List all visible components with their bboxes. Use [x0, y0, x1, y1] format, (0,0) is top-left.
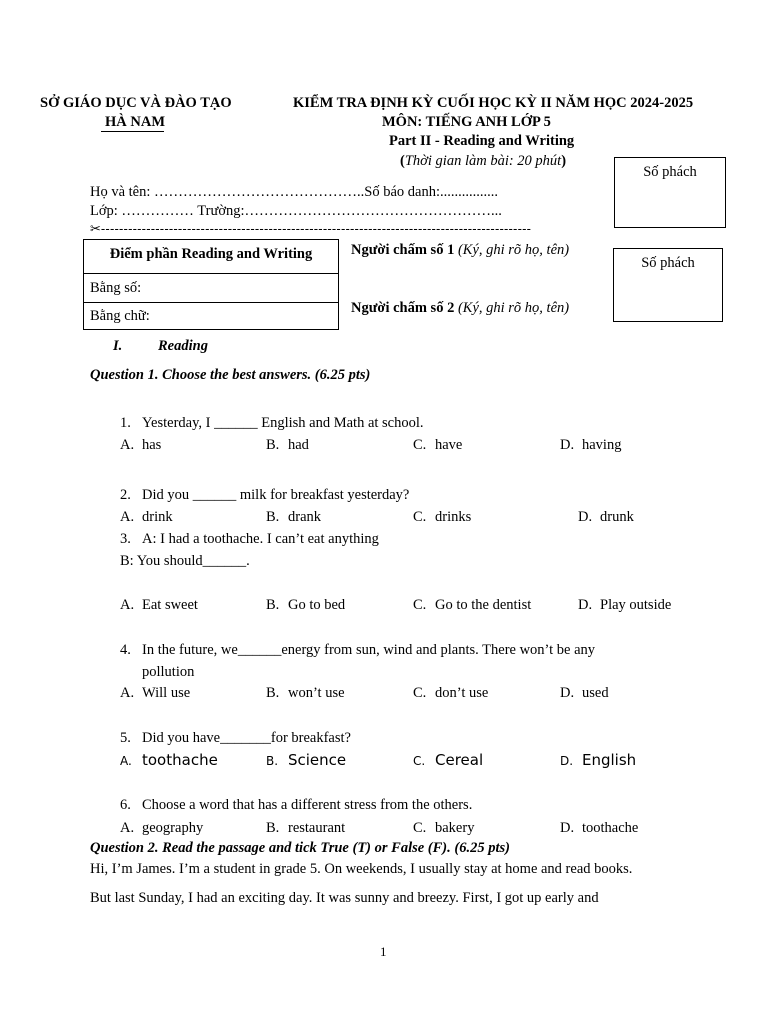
q1-item-3-option-b: B. Go to bed — [266, 597, 346, 613]
grader-2-note: (Ký, ghi rõ họ, tên) — [454, 300, 570, 316]
item-number: 6. — [120, 797, 131, 813]
exam-title: KIỂM TRA ĐỊNH KỲ CUỐI HỌC KỲ II NĂM HỌC 2024-2025 — [293, 95, 694, 111]
province-name: HÀ NAM — [105, 114, 166, 130]
q1-item-1-option-a: A. has — [120, 437, 162, 453]
item-text: Yesterday, I ______ English and Math at school. — [142, 415, 424, 431]
item-number: 1. — [120, 415, 131, 431]
q1-item-2-option-a: A. drink — [120, 509, 173, 525]
section-title: Reading — [158, 338, 208, 354]
q1-item-2 — [120, 487, 409, 504]
item-number: 2. — [120, 487, 131, 503]
department-name: SỞ GIÁO DỤC VÀ ĐÀO TẠO — [40, 95, 232, 111]
province-underline — [101, 131, 164, 132]
score-number-label: Bằng số: — [90, 280, 142, 296]
question-2-title: Question 2. Read the passage and tick True (T) or False (F). (6.25 pts) — [90, 840, 510, 856]
scissors-icon: ✂ — [90, 222, 101, 237]
time-open-paren: ( — [400, 153, 405, 169]
question-1-title: Question 1. Choose the best answers. (6.25 pts) — [90, 367, 371, 383]
q1-item-3-line-2: B: You should______. — [120, 553, 250, 569]
so-phach-box-2 — [613, 248, 723, 322]
q1-item-1-option-d: D. having — [560, 437, 622, 453]
item-number: 3. — [120, 531, 131, 547]
page-number: 1 — [380, 944, 387, 959]
q1-item-6-option-b: B. restaurant — [266, 820, 346, 836]
q1-item-5-option-a: A. toothache — [120, 751, 218, 769]
q1-item-4-option-b: B. won’t use — [266, 685, 345, 701]
q1-item-3-option-a: A. Eat sweet — [120, 597, 198, 613]
item-text: Did you ______ milk for breakfast yesterday? — [142, 487, 410, 503]
score-table — [83, 239, 339, 330]
student-class-line: Lớp: …………… Trường:……………………………………………... — [90, 203, 502, 219]
score-words-label: Bằng chữ: — [90, 308, 150, 324]
q1-item-2-option-d: D. drunk — [578, 509, 634, 525]
q1-item-4-option-a: A. Will use — [120, 685, 191, 701]
item-text: A: I had a toothache. I can’t eat anything — [142, 531, 379, 547]
q1-item-3-option-c: C. Go to the dentist — [413, 597, 532, 613]
q1-item-4-line-2: pollution — [142, 664, 195, 680]
q1-item-4 — [120, 642, 595, 659]
q1-item-2-option-b: B. drank — [266, 509, 322, 525]
score-table-divider-1 — [84, 273, 338, 274]
item-text: In the future, we______energy from sun, wind and plants. There won’t be any — [142, 642, 596, 658]
so-phach-label-2: Số phách — [641, 255, 695, 271]
cut-line — [90, 221, 531, 237]
q1-item-1-option-c: C. have — [413, 437, 463, 453]
q1-item-1-option-b: B. had — [266, 437, 309, 453]
q1-item-6-option-c: C. bakery — [413, 820, 475, 836]
q1-item-3-option-d: D. Play outside — [578, 597, 672, 613]
cut-line-dashes: ----------------------------------------------------------------------------------------------- — [100, 221, 532, 236]
grader-1-note: (Ký, ghi rõ họ, tên) — [454, 242, 570, 258]
q1-item-6-option-a: A. geography — [120, 820, 204, 836]
score-table-header: Điểm phần Reading and Writing — [109, 246, 313, 262]
grader-2 — [351, 300, 569, 317]
student-name-line: Họ và tên: ……………………………………..Số báo danh:................ — [90, 184, 498, 200]
q1-item-5-option-c: C. Cereal — [413, 751, 484, 769]
score-table-divider-2 — [84, 302, 338, 303]
q1-item-5-option-d: D. English — [560, 751, 637, 769]
passage-paragraph-2: But last Sunday, I had an exciting day. It was sunny and breezy. First, I got up early and — [90, 890, 599, 906]
grader-2-label: Người chấm số 2 — [351, 300, 455, 316]
time-limit-text: Thời gian làm bài: 20 phút — [404, 153, 562, 169]
q1-item-6 — [120, 797, 472, 814]
time-close-paren: ) — [561, 153, 567, 169]
time-limit — [400, 153, 566, 170]
item-number: 5. — [120, 730, 131, 746]
so-phach-label-1: Số phách — [643, 164, 697, 180]
q1-item-2-option-c: C. drinks — [413, 509, 472, 525]
passage-paragraph-1: Hi, I’m James. I’m a student in grade 5. On weekends, I usually stay at home and read books. — [90, 861, 633, 877]
part-title: Part II - Reading and Writing — [389, 133, 575, 149]
q1-item-5-option-b: B. Science — [266, 751, 347, 769]
so-phach-box-1 — [614, 157, 726, 228]
subject-title: MÔN: TIẾNG ANH LỚP 5 — [382, 114, 551, 130]
q1-item-1 — [120, 415, 424, 432]
q1-item-4-option-d: D. used — [560, 685, 609, 701]
item-number: 4. — [120, 642, 131, 658]
grader-1 — [351, 242, 569, 259]
q1-item-3 — [120, 531, 379, 548]
q1-item-5 — [120, 730, 351, 747]
q1-item-4-option-c: C. don’t use — [413, 685, 489, 701]
item-text: Choose a word that has a different stress from the others. — [142, 797, 473, 813]
item-text: Did you have_______for breakfast? — [142, 730, 351, 746]
section-number: I. — [113, 338, 123, 354]
grader-1-label: Người chấm số 1 — [351, 242, 455, 258]
q1-item-6-option-d: D. toothache — [560, 820, 639, 836]
